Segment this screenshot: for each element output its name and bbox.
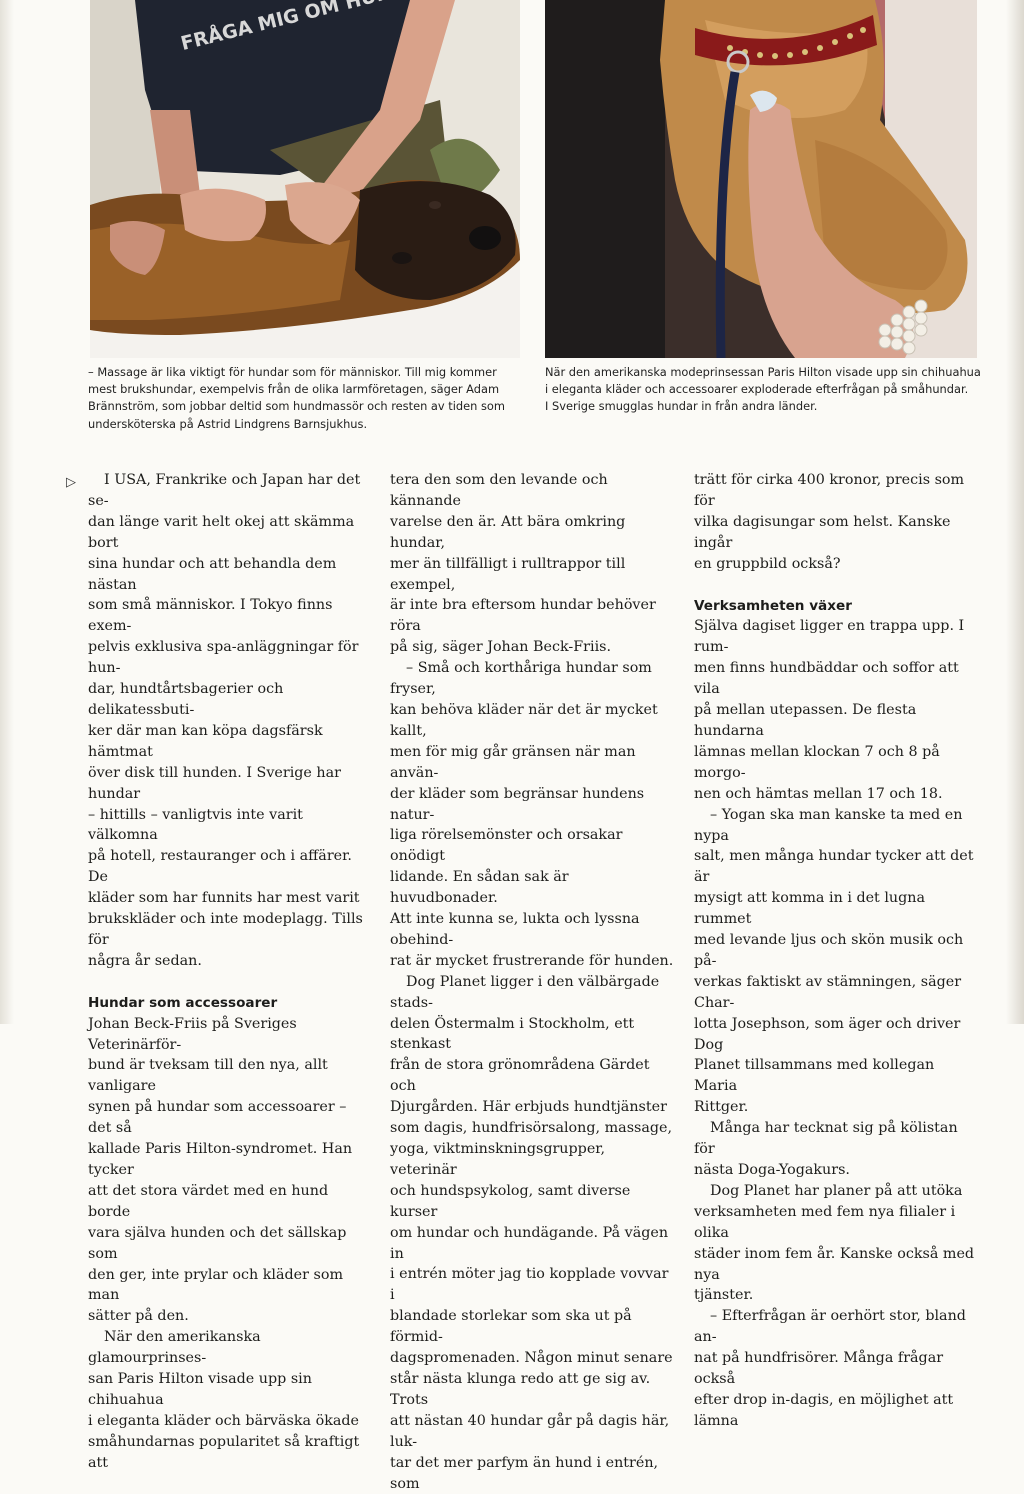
text-line: Att inte kunna se, lukta och lyssna obehind- — [390, 911, 640, 948]
paragraph — [694, 1306, 976, 1431]
text-line: Många har tecknat sig på kölistan för — [694, 1120, 958, 1158]
massage-illustration — [90, 0, 520, 358]
text-line: Själva dagiset ligger en trappa upp. I rum- — [694, 618, 965, 656]
text-line: kläder som har funnits har mest varit — [88, 890, 360, 907]
paragraph — [694, 1118, 976, 1181]
text-line: nat på hundfrisörer. Många frågar också — [694, 1350, 944, 1388]
text-line: san Paris Hilton visade upp sin chihuahua — [88, 1371, 312, 1408]
text-line: brukskläder och inte modeplagg. Tills för — [88, 911, 363, 948]
text-line: I USA, Frankrike och Japan har det se- — [88, 472, 361, 509]
text-line: Djurgården. Här erbjuds hundtjänster — [390, 1099, 667, 1116]
text-line: trätt för cirka 400 kronor, precis som för — [694, 472, 965, 509]
page-edge-left — [0, 0, 14, 1024]
text-line: pelvis exklusiva spa-anläggningar för hun- — [88, 639, 359, 677]
text-line: lämnas mellan klockan 7 och 8 på morgo- — [694, 743, 940, 781]
text-line: synen på hundar som accessoarer – det så — [88, 1099, 347, 1137]
text-line: småhundarnas popularitet så kraftigt att — [88, 1433, 360, 1471]
article-column-3 — [694, 470, 976, 1432]
shirt-text: FRÅGA MIG OM — [178, 0, 342, 56]
text-line: vilka dagisungar som helst. Kanske ingår — [694, 513, 951, 551]
paragraph — [390, 470, 674, 658]
article-start-triangle-icon: ▷ — [66, 475, 76, 490]
text-line: på mellan utepassen. De flesta hundarna — [694, 702, 917, 739]
text-line: blandade storlekar som ska ut på förmid- — [390, 1308, 632, 1346]
text-line: Johan Beck-Friis på Sveriges Veterinärför- — [88, 1015, 297, 1053]
text-line: rat är mycket frustrerande för hunden. — [390, 952, 674, 969]
text-line: på sig, säger Johan Beck-Friis. — [390, 639, 612, 656]
text-line: – Yogan ska man kanske ta med en nypa — [694, 806, 963, 844]
text-line: – Små och korthåriga hundar som fryser, — [390, 660, 652, 698]
caption-line: Brännström, som jobbar deltid som hundmassör och resten av tiden som — [88, 399, 505, 414]
text-line: den ger, inte prylar och kläder som man — [88, 1266, 344, 1304]
text-line: kan behöva kläder när det är mycket kallt, — [390, 701, 658, 739]
text-line: och hundspsykolog, samt diverse kurser — [390, 1182, 631, 1220]
text-line: några år sedan. — [88, 952, 202, 969]
section-heading: Verksamheten växer — [694, 597, 852, 614]
intro-paragraph — [88, 470, 370, 972]
text-line: nästa Doga-Yogakurs. — [694, 1162, 850, 1178]
paragraph — [390, 972, 674, 1494]
caption-line: När den amerikanska modeprinsessan Paris Hilton visade upp sin chihuahua — [545, 365, 981, 379]
text-line: mysigt att komma in i det lugna rummet — [694, 890, 926, 928]
text-line: städer inom fem år. Kanske också med nya — [694, 1245, 975, 1283]
paragraph — [390, 658, 674, 972]
text-line: yoga, viktminskningsgrupper, veterinär — [390, 1141, 606, 1178]
text-line: står nästa klunga redo att ge sig av. Trots — [390, 1370, 651, 1408]
text-line: När den amerikanska glamourprinses- — [88, 1329, 261, 1367]
text-line: dan länge varit helt okej att skämma bort — [88, 513, 355, 551]
text-line: i eleganta kläder och bärväska ökade — [88, 1412, 360, 1429]
text-line: Dog Planet har planer på att utöka — [710, 1182, 963, 1199]
text-line: att det stora värdet med en hund borde — [88, 1182, 329, 1220]
text-line: från de stora grönområdena Gärdet och — [390, 1057, 650, 1095]
text-line: lidande. En sådan sak är huvudbonader. — [390, 869, 569, 907]
caption-line: undersköterska på Astrid Lindgrens Barnsjukhus. — [88, 416, 368, 431]
article-column-2 — [390, 470, 674, 1494]
text-line: en gruppbild också? — [694, 555, 841, 572]
caption-left — [88, 364, 518, 433]
text-line: att nästan 40 hundar går på dagis här, luk- — [390, 1412, 670, 1450]
text-line: mer än tillfälligt i rulltrappor till exempel, — [390, 555, 626, 593]
text-line: om hundar och hundägande. På vägen in — [390, 1224, 669, 1262]
text-line: verkas faktiskt av stämningen, säger Char- — [694, 973, 962, 1011]
text-line: bund är tveksam till den nya, allt vanligare — [88, 1057, 328, 1095]
page-edge-right — [1006, 0, 1024, 1024]
text-line: är inte bra eftersom hundar behöver röra — [390, 597, 656, 635]
text-line: på hotell, restauranger och i affärer. De — [88, 848, 352, 886]
text-line: som dagis, hundfrisörsalong, massage, — [390, 1120, 673, 1137]
caption-line: – Massage är lika viktigt för hundar som för människor. Till mig kommer — [88, 365, 497, 379]
paragraph — [694, 1181, 976, 1306]
text-line: vara själva hunden och det sällskap som — [88, 1224, 347, 1262]
text-line: der kläder som begränsar hundens natur- — [390, 785, 645, 823]
chihuahua-illustration — [545, 0, 977, 358]
text-line: tera den som den levande och kännande — [390, 472, 608, 509]
text-line: som små människor. I Tokyo finns exem- — [88, 597, 333, 635]
text-line: dagspromenaden. Någon minut senare — [390, 1350, 673, 1367]
caption-right — [545, 364, 985, 416]
paragraph — [88, 1327, 370, 1473]
text-line: nen och hämtas mellan 17 och 18. — [694, 785, 943, 802]
text-line: delen Östermalm i Stockholm, ett stenkast — [390, 1015, 635, 1053]
text-line: salt, men många hundar tycker att det är — [694, 848, 974, 886]
caption-line: i eleganta kläder och accessoarer exploderade efterfrågan på småhundar. — [545, 382, 969, 397]
text-line: men finns hundbäddar och soffor att vila — [694, 660, 959, 698]
text-line: Rittger. — [694, 1099, 749, 1116]
paragraph — [694, 616, 976, 804]
paragraph — [694, 470, 976, 575]
text-line: sätter på den. — [88, 1308, 189, 1325]
text-line: ker där man kan köpa dagsfärsk hämtmat — [88, 722, 323, 760]
text-line: – Efterfrågan är oerhört stor, bland an- — [694, 1308, 966, 1346]
text-line: varelse den är. Att bära omkring hundar, — [390, 513, 626, 551]
section-heading: Hundar som accessoarer — [88, 994, 278, 1011]
text-line: sina hundar och att behandla dem nästan — [88, 555, 337, 593]
text-line: tar det mer parfym än hund i entrén, som — [390, 1454, 659, 1492]
text-line: – hittills – vanligtvis inte varit välkomna — [88, 806, 303, 844]
text-line: Planet tillsammans med kollegan Maria — [694, 1057, 935, 1095]
text-line: med levande ljus och skön musik och på- — [694, 932, 964, 969]
text-line: liga rörelsemönster och orsakar onödigt — [390, 827, 623, 865]
photo-dog-massage — [90, 0, 520, 358]
text-line: i entrén möter jag tio kopplade vovvar i — [390, 1266, 669, 1304]
text-line: kallade Paris Hilton-syndromet. Han tycker — [88, 1141, 353, 1178]
text-line: över disk till hunden. I Sverige har hundar — [88, 764, 341, 802]
photo-chihuahua — [545, 0, 977, 358]
caption-line: mest brukshundar, exempelvis från de olika larmföretagen, säger Adam — [88, 382, 500, 397]
text-line: Dog Planet ligger i den välbärgade stads- — [390, 973, 660, 1011]
text-line: men för mig går gränsen när man använ- — [390, 743, 636, 781]
text-line: dar, hundtårtsbagerier och delikatessbuti- — [88, 681, 284, 718]
paragraph — [88, 1014, 370, 1328]
paragraph — [694, 805, 976, 1119]
text-line: efter drop in-dagis, en möjlighet att lämna — [694, 1391, 954, 1429]
text-line: tjänster. — [694, 1287, 754, 1304]
caption-line: I Sverige smugglas hundar in från andra länder. — [545, 399, 818, 414]
article-column-1 — [88, 470, 370, 1474]
text-line: verksamheten med fem nya filialer i olika — [694, 1203, 956, 1241]
text-line: lotta Josephson, som äger och driver Dog — [694, 1015, 961, 1053]
